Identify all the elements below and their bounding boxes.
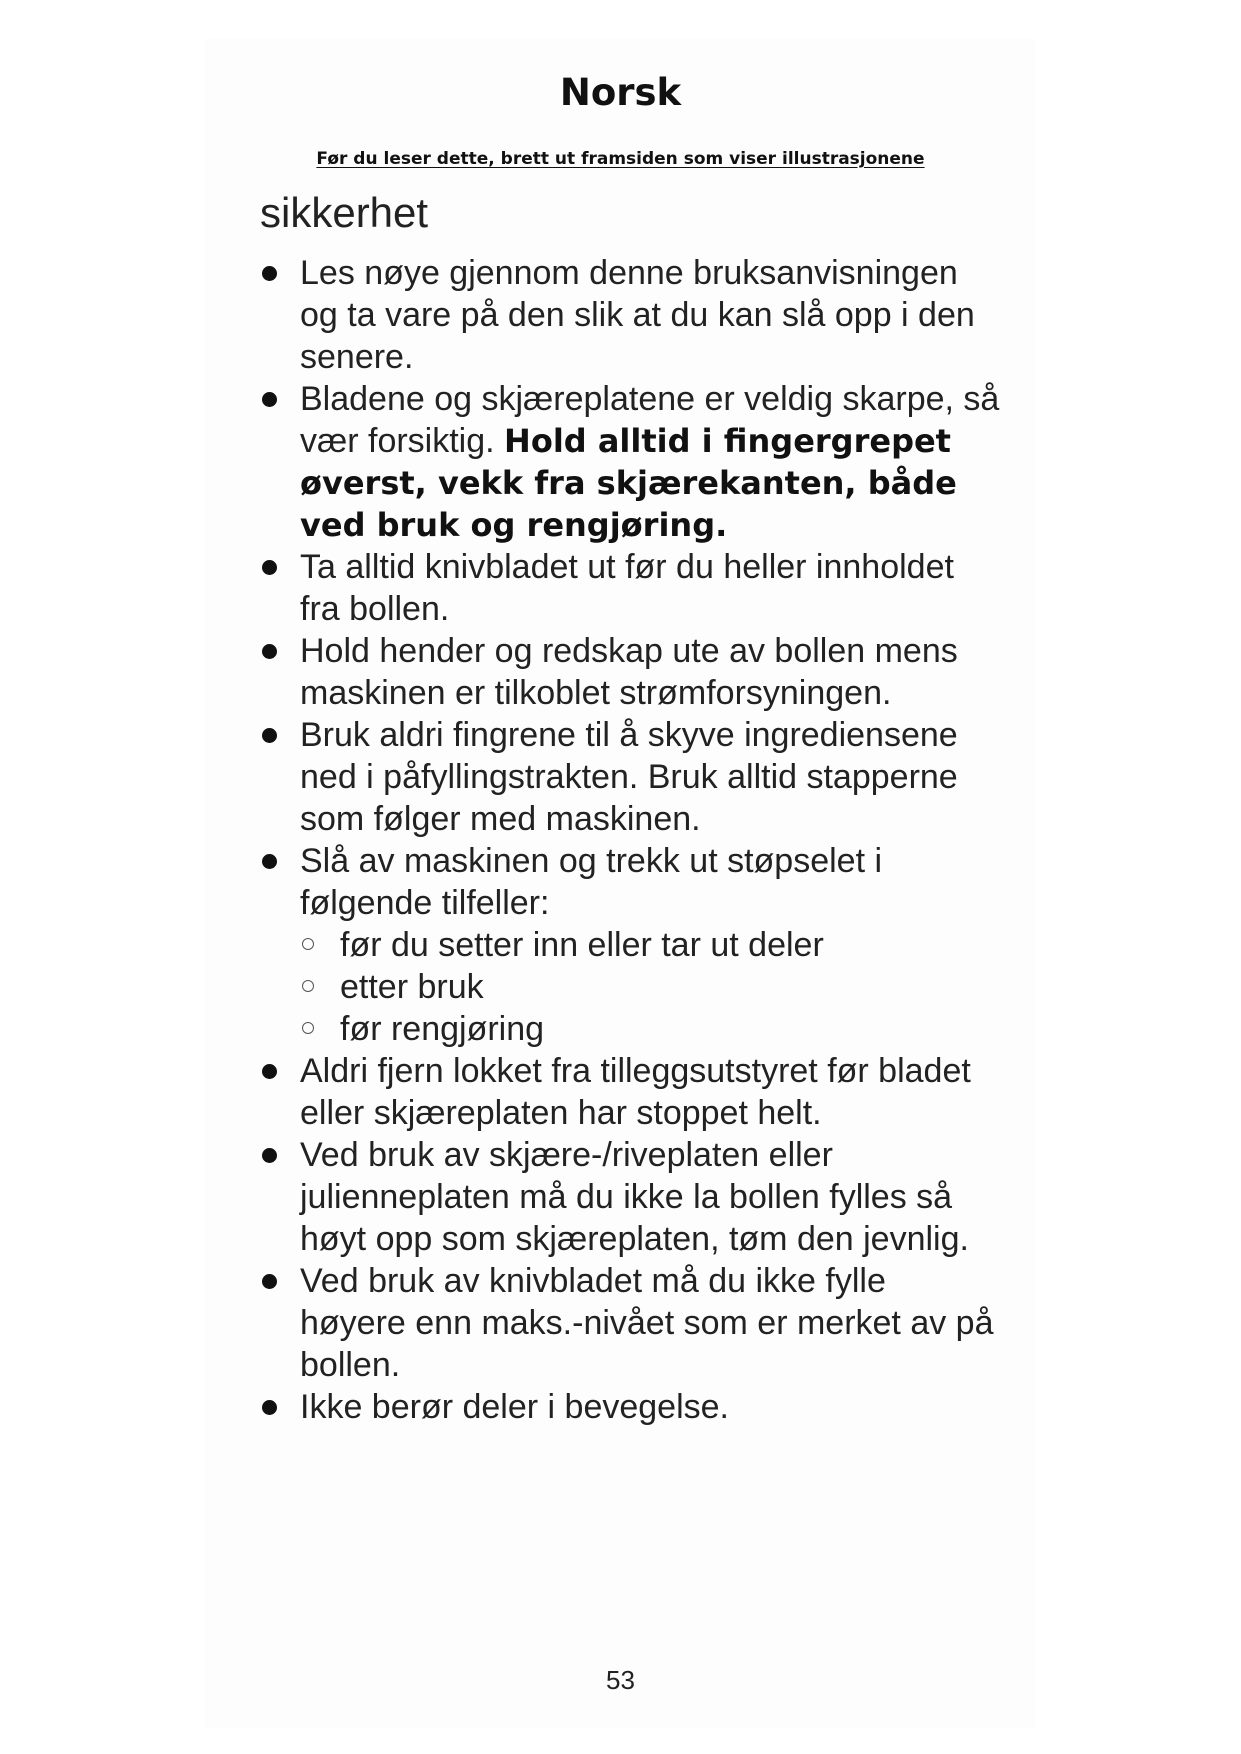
safety-bullet [260, 1134, 1000, 1260]
bullet-text: Ta alltid knivbladet ut før du heller innholdet fra bollen. [300, 548, 954, 628]
pre-read-note: Før du leser dette, brett ut framsiden som viser illustrasjonene [316, 149, 925, 169]
safety-content [260, 252, 1000, 1428]
sub-bullet-text: før rengjøring [340, 1010, 545, 1048]
bullet-dot-icon [262, 854, 277, 869]
bullet-dot-icon [262, 1064, 277, 1079]
sub-bullet-text: før du setter inn eller tar ut deler [340, 926, 824, 964]
bullet-text: Slå av maskinen og trekk ut støpselet i følgende tilfeller: [300, 842, 883, 922]
bullet-text: Bladene og skjæreplatene er veldig skarpe, så vær forsiktig. [300, 380, 1000, 460]
page-number: 53 [606, 1665, 635, 1695]
sub-bullet-list [300, 924, 1000, 1050]
bullet-text: Ved bruk av skjære-/riveplaten eller julienneplaten må du ikke la bollen fylles så høyt opp som skjæreplaten, tøm den jevnlig. [300, 1136, 969, 1258]
bullet-text: Ved bruk av knivbladet må du ikke fylle høyere enn maks.-nivået som er merket av på bollen. [300, 1262, 994, 1384]
safety-bullet [260, 1050, 1000, 1134]
bullet-emphasis-text: Hold alltid i fingergrepet øverst, vekk fra skjærekanten, både ved bruk og rengjøring. [300, 422, 957, 544]
bullet-text: Aldri fjern lokket fra tilleggsutstyret før bladet eller skjæreplaten har stoppet helt. [300, 1052, 971, 1132]
bullet-dot-icon [262, 728, 277, 743]
bullet-text: Hold hender og redskap ute av bollen mens maskinen er tilkoblet strømforsyningen. [300, 632, 958, 712]
bullet-dot-icon [262, 560, 277, 575]
sub-bullet [300, 1008, 1000, 1050]
bullet-dot-icon [262, 1148, 277, 1163]
safety-bullet [260, 378, 1000, 546]
safety-bullet [260, 546, 1000, 630]
safety-bullet [260, 840, 1000, 1050]
sub-bullet [300, 966, 1000, 1008]
section-heading: sikkerhet [260, 189, 429, 236]
safety-bullet [260, 630, 1000, 714]
ring-bullet-icon [302, 1022, 314, 1034]
bullet-dot-icon [262, 1400, 277, 1415]
bullet-text: Les nøye gjennom denne bruksanvisningen og ta vare på den slik at du kan slå opp i den senere. [300, 254, 975, 376]
safety-bullet [260, 252, 1000, 378]
bullet-dot-icon [262, 1274, 277, 1289]
safety-bullet [260, 1260, 1000, 1386]
bullet-dot-icon [262, 644, 277, 659]
sub-bullet-text: etter bruk [340, 968, 484, 1006]
language-title: Norsk [559, 71, 682, 114]
bullet-text: Ikke berør deler i bevegelse. [300, 1388, 729, 1426]
sub-bullet [300, 924, 1000, 966]
ring-bullet-icon [302, 938, 314, 950]
safety-bullet-list [260, 252, 1000, 1428]
safety-bullet [260, 714, 1000, 840]
bullet-dot-icon [262, 266, 277, 281]
bullet-text: Bruk aldri fingrene til å skyve ingrediensene ned i påfyllingstrakten. Bruk alltid stapperne som følger med maskinen. [300, 716, 958, 838]
bullet-dot-icon [262, 392, 277, 407]
ring-bullet-icon [302, 980, 314, 992]
safety-bullet [260, 1386, 1000, 1428]
